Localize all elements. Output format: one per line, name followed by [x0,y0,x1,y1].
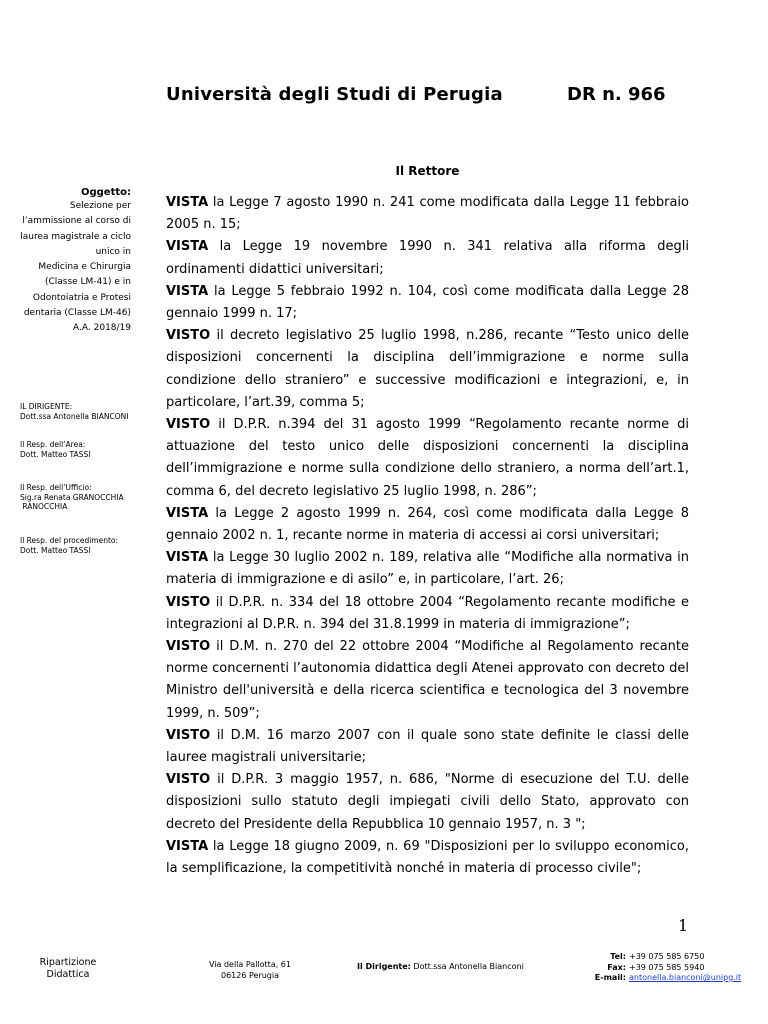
premise-lead: VISTO [166,328,211,344]
subject-line: Medicina e Chirurgia [38,262,131,273]
staff-role: Il Resp. dell’Area: [20,440,86,449]
premise-text: la Legge 18 giugno 2009, n. 69 "Disposizioni per lo sviluppo economico, la semplificazione, la competitività nonché in materia di processo civile"; [166,838,689,877]
premise-paragraph [166,503,689,547]
staff-name: Dott.ssa Antonella BIANCONI [20,411,129,421]
staff-resp-procedimento [20,536,145,555]
footer-department-line: Ripartizione [39,957,97,968]
staff-resp-ufficio [20,483,145,512]
staff-name-continued: RANOCCHIA [20,502,68,511]
footer-department [30,957,106,980]
staff-resp-area [20,440,145,459]
subject-block [10,186,131,337]
issuer-title: Il Rettore [395,164,460,178]
footer-contact-values [629,952,741,984]
university-name: Università degli Studi di Perugia [166,84,503,105]
premise-text: il D.P.R. n.394 del 31 agosto 1999 “Regolamento recante norme di attuazione del testo unico delle disposizioni concernenti la disciplina dell’immigrazione e norme sulla condizione dello straniero, a norma dell’art.1, comma 6, del decreto legislativo 25 luglio 1998, n. 286”; [166,417,689,499]
premise-lead: VISTO [166,772,211,788]
premise-text: il D.P.R. n. 334 del 18 ottobre 2004 “Regolamento recante modifiche e integrazioni al D.P.R. n. 394 del 31.8.1999 in materia di immigrazione”; [166,594,689,632]
subject-line: Selezione per [69,201,131,211]
staff-name: Sig.ra Renata GRANOCCHIA [20,492,124,502]
footer-tel-value: +39 075 585 6750 [629,952,705,961]
footer-email-label: E-mail: [594,973,626,982]
footer-dirigente-label: Il Dirigente: [357,962,411,971]
premise-text: il D.M. 16 marzo 2007 con il quale sono state definite le classi delle lauree magistrali universitarie; [166,727,689,766]
premise-lead: VISTO [166,417,211,433]
staff-dirigente [20,402,145,421]
staff-role: Il Resp. dell’Ufficio: [20,483,92,492]
premise-lead: VISTO [166,727,211,743]
premise-paragraph [166,236,689,280]
premise-text: la Legge 2 agosto 1999 n. 264, così come modificata dalla Legge 8 gennaio 2002 n. 1, recante norme in materia di accessi ai corsi universitari; [166,505,689,544]
premise-paragraph [166,592,689,636]
footer-dirigente-name: Dott.ssa Antonella Bianconi [410,962,524,971]
staff-role: Il Resp. del procedimento: [20,536,119,545]
premise-paragraph [166,636,689,725]
premise-lead: VISTA [166,239,209,255]
subject-line: (Classe LM-41) e in [44,277,131,288]
footer-address [202,960,298,981]
footer-address-city: 06126 Perugia [220,970,279,980]
premise-paragraph [166,836,689,880]
premise-paragraph [166,192,689,236]
premise-lead: VISTA [166,550,209,566]
footer-email-link[interactable]: antonella.bianconi@unipg.it [629,973,742,982]
subject-line: unico in [95,246,131,257]
premise-paragraph [166,414,689,503]
footer-department-line: Didattica [46,968,90,980]
premise-text: la Legge 7 agosto 1990 n. 241 come modificata dalla Legge 11 febbraio 2005 n. 15; [166,195,689,233]
premise-lead: VISTO [166,594,211,610]
footer-address-street: Via della Pallotta, 61 [208,960,291,969]
subject-line: l’ammissione al corso di [22,216,131,227]
premise-lead: VISTA [166,283,209,299]
premise-paragraph [166,281,689,325]
premise-lead: VISTA [166,195,209,210]
premise-text: la Legge 30 luglio 2002 n. 189, relativa alle “Modifiche alla normativa in materia di immigrazione e di asilo” e, in particolare, l’art. 26; [166,550,689,588]
footer-dirigente [357,962,524,973]
subject-line: A.A. 2018/19 [73,323,131,334]
premise-text: la Legge 5 febbraio 1992 n. 104, così come modificata dalla Legge 28 gennaio 1999 n. 17; [166,283,689,322]
premise-text: la Legge 19 novembre 1990 n. 341 relativa alla riforma degli ordinamenti didattici universitari; [166,239,689,277]
premise-lead: VISTA [166,505,209,521]
subject-line: laurea magistrale a ciclo [20,231,131,242]
premise-lead: VISTA [166,838,209,854]
footer-fax-value: +39 075 585 5940 [629,962,705,972]
premise-text: il D.M. n. 270 del 22 ottobre 2004 “Modifiche al Regolamento recante norme concernenti l’autonomia didattica degli Atenei approvato con decreto del Ministro dell'università e della ricerca scientifica e tecnologica del 3 novembre 1999, n. 509”; [166,639,689,721]
premise-paragraph [166,547,689,591]
premise-paragraph [166,725,689,769]
premise-paragraph [166,769,689,836]
footer-tel-label: Tel: [610,952,626,961]
decree-number: DR n. 966 [567,84,666,105]
subject-line: Odontoiatria e Protesi [32,292,131,303]
subject-line: dentaria (Classe LM-46) [23,308,131,319]
staff-name: Dott. Matteo TASSI [20,449,91,459]
premise-paragraph [166,325,689,414]
page-number: 1 [678,916,689,935]
premise-text: il decreto legislativo 25 luglio 1998, n.286, recante “Testo unico delle disposizioni concernenti la disciplina dell’immigrazione e norme sulla condizione dello straniero” e successive modificazioni e integrazioni, e, in particolare, l’art.39, comma 5; [166,328,689,410]
footer-contact-labels [590,952,626,984]
staff-name: Dott. Matteo TASSI [20,545,91,555]
premise-lead: VISTO [166,639,211,655]
subject-label: Oggetto: [80,187,131,198]
footer-fax-label: Fax: [607,962,626,972]
premise-text: il D.P.R. 3 maggio 1957, n. 686, "Norme di esecuzione del T.U. delle disposizioni sullo statuto degli impiegati civili dello Stato, approvato con decreto del Presidente della Repubblica 10 gennaio 1957, n. 3 "; [166,772,689,832]
staff-role: IL DIRIGENTE: [20,402,73,411]
decree-body [166,192,689,880]
